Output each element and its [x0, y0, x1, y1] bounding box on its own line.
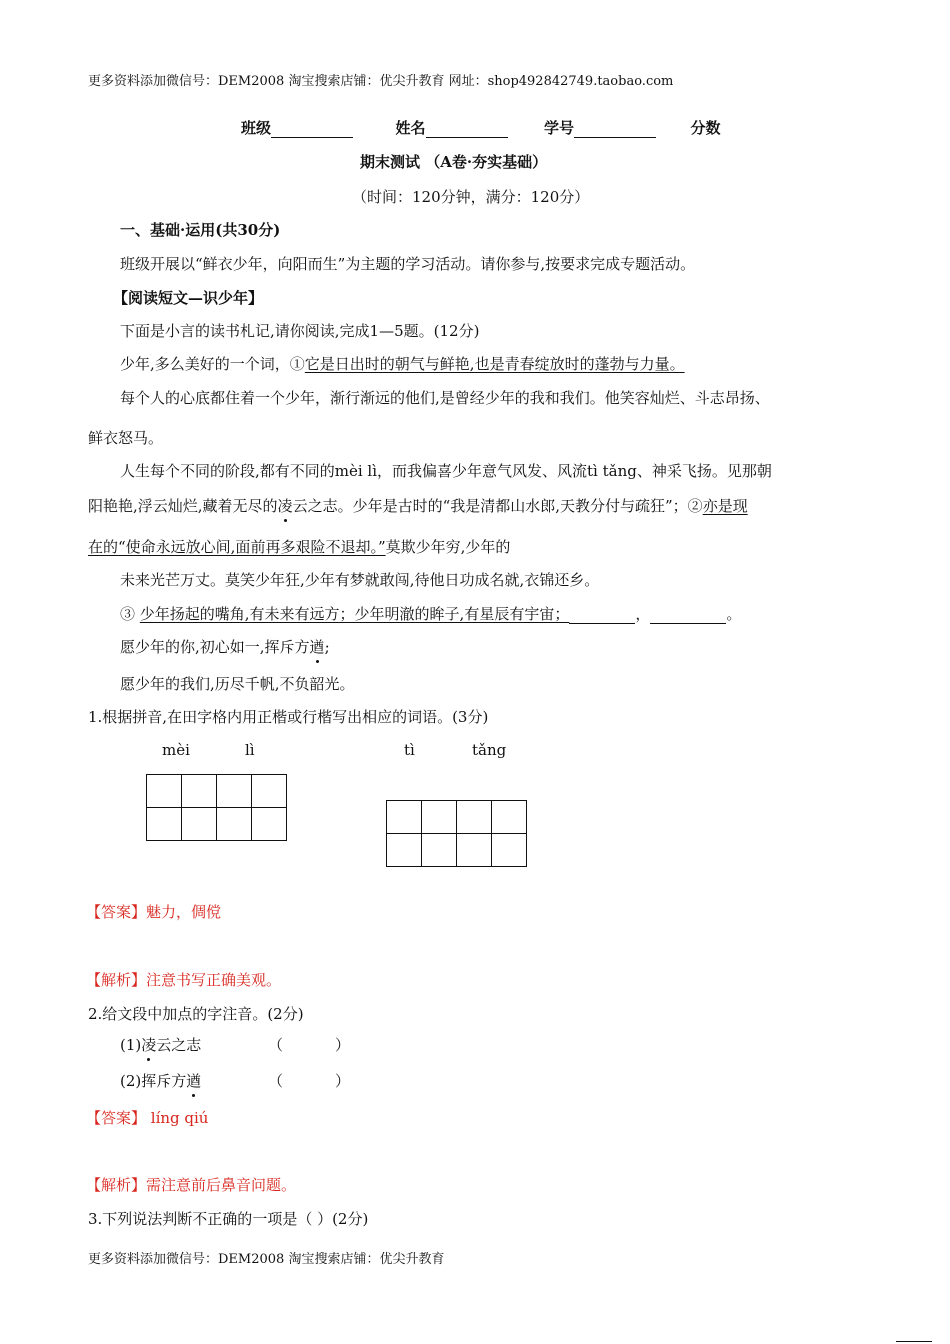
answer-paren-open-1: （ — [268, 1036, 284, 1054]
grid-cell[interactable] — [182, 808, 217, 841]
class-blank[interactable] — [271, 121, 353, 138]
grid-cell[interactable] — [422, 801, 457, 834]
p5-semicolon: ; — [324, 638, 330, 656]
answer-label: 【答案】 — [86, 903, 147, 921]
name-label: 姓名 — [395, 119, 426, 137]
paragraph-3-line-1: 人生每个不同的阶段,都有不同的mèi lì，而我偏喜少年意气风发、风流tì tǎng、神采飞扬。见那朝 — [120, 462, 772, 480]
grid-cell[interactable] — [217, 808, 252, 841]
p4-comma: ， — [635, 605, 651, 623]
name-blank[interactable] — [426, 121, 508, 138]
answer-2 — [86, 1107, 208, 1128]
number-label: 学号 — [543, 119, 574, 137]
p3-text-a: 阳艳艳,浮云灿烂,藏着无尽的 — [88, 497, 278, 515]
paragraph-1 — [120, 353, 685, 374]
p3-text-c: 莫欺少年穷,少年的 — [385, 538, 511, 556]
grid-cell[interactable] — [182, 775, 217, 808]
answer-paren-open-2: （ — [268, 1072, 284, 1090]
intro-paragraph: 班级开展以“鲜衣少年，向阳而生”为主题的学习活动。请你参与,按要求完成专题活动。 — [120, 255, 696, 273]
grid-cell[interactable] — [422, 834, 457, 867]
underlined-sentence-3: 少年扬起的嘴角,有未来有远方；少年明澈的眸子,有星辰有宇宙； — [139, 605, 570, 623]
paragraph-3-line-3 — [88, 536, 510, 557]
grid-cell[interactable] — [252, 775, 287, 808]
p3-text-b: 云之志。少年是古时的“我是清都山水郎,天教分付与疏狂”； — [292, 497, 688, 515]
circle-1: ① — [289, 355, 305, 373]
corner-rule — [896, 1341, 932, 1342]
exam-subtitle: （时间：120分钟，满分：120分） — [352, 188, 590, 206]
grid-cell[interactable] — [457, 801, 492, 834]
writing-grid-meili[interactable] — [146, 774, 287, 841]
question-2-item-1 — [120, 1034, 201, 1055]
reading-heading: 【阅读短文—识少年】 — [113, 289, 264, 307]
pinyin-ti: tì — [404, 741, 415, 759]
dotted-char-qiu: 遒 — [309, 638, 325, 656]
grid-cell[interactable] — [492, 801, 527, 834]
section-heading: 一、基础·运用(共30分) — [120, 221, 281, 239]
item-1-text: 云之志 — [156, 1036, 202, 1054]
answer-paren-close-2: ） — [335, 1072, 351, 1090]
number-blank[interactable] — [574, 121, 656, 138]
grid-cell[interactable] — [387, 801, 422, 834]
question-2: 2.给文段中加点的字注音。(2分) — [88, 1005, 304, 1023]
paragraph-6: 愿少年的我们,历尽千帆,不负韶光。 — [120, 675, 355, 693]
p1-text: 少年,多么美好的一个词， — [120, 355, 290, 373]
paragraph-2-line-1: 每个人的心底都住着一个少年，渐行渐远的他们,是曾经少年的我和我们。他笑容灿烂、斗志昂扬、 — [120, 389, 770, 407]
question-2-item-2 — [120, 1070, 201, 1091]
item-2-text: 挥斥方 — [141, 1072, 187, 1090]
analysis-1 — [86, 969, 281, 990]
pinyin-tang: tǎng — [472, 741, 507, 759]
dotted-char-qiu-q: 遒 — [186, 1072, 202, 1090]
underlined-sentence-2b: 在的“使命永远放心间,面前再多艰险不退却。” — [88, 538, 386, 556]
answer-1 — [86, 901, 221, 922]
fill-blank-2[interactable] — [650, 607, 726, 624]
p5-text: 愿少年的你,初心如一,挥斥方 — [120, 638, 310, 656]
analysis-2 — [86, 1174, 296, 1195]
analysis-label: 【解析】 — [86, 971, 147, 989]
answer-paren-close-1: ） — [335, 1036, 351, 1054]
pinyin-li: lì — [245, 741, 255, 759]
item-1-prefix: (1) — [120, 1036, 142, 1054]
writing-grid-titang[interactable] — [386, 800, 527, 867]
grid-cell[interactable] — [147, 808, 182, 841]
pinyin-mei: mèi — [162, 741, 190, 759]
grid-cell[interactable] — [457, 834, 492, 867]
analysis-text: 注意书写正确美观。 — [146, 971, 282, 989]
fill-blank-1[interactable] — [569, 607, 635, 624]
answer-label: 【答案】 — [86, 1109, 147, 1127]
p4-period: 。 — [726, 605, 742, 623]
paragraph-3-line-4: 未来光芒万丈。莫笑少年狂,少年有梦就敢闯,待他日功成名就,衣锦还乡。 — [120, 571, 600, 589]
exam-title: 期末测试 （A卷·夯实基础） — [360, 153, 548, 171]
page-header: 更多资料添加微信号：DEM2008 淘宝搜索店铺：优尖升教育 网址：shop492842749.taobao.com — [88, 74, 674, 89]
dotted-char-ling-q: 凌 — [141, 1036, 157, 1054]
question-3: 3.下列说法判断不正确的一项是（ ）(2分) — [88, 1210, 369, 1228]
analysis-text: 需注意前后鼻音问题。 — [146, 1176, 297, 1194]
class-label: 班级 — [241, 119, 272, 137]
grid-cell[interactable] — [252, 808, 287, 841]
paragraph-2-line-2: 鲜衣怒马。 — [88, 429, 164, 447]
grid-cell[interactable] — [492, 834, 527, 867]
score-label: 分数 — [690, 119, 721, 137]
answer-text: 魅力，倜傥 — [146, 903, 222, 921]
paragraph-3-line-2 — [88, 495, 748, 516]
underlined-sentence-1: 它是日出时的朝气与鲜艳,也是青春绽放时的蓬勃与力量。 — [304, 355, 685, 373]
circle-2: ② — [687, 497, 703, 515]
circle-3: ③ — [120, 605, 140, 623]
paragraph-5 — [120, 636, 330, 657]
analysis-label: 【解析】 — [86, 1176, 147, 1194]
grid-cell[interactable] — [217, 775, 252, 808]
question-1: 1.根据拼音,在田字格内用正楷或行楷写出相应的词语。(3分) — [88, 708, 489, 726]
reading-intro: 下面是小言的读书札记,请你阅读,完成1—5题。(12分) — [120, 322, 480, 340]
page-footer: 更多资料添加微信号：DEM2008 淘宝搜索店铺：优尖升教育 — [88, 1252, 445, 1267]
underlined-sentence-2a: 亦是现 — [702, 497, 748, 515]
paragraph-4 — [120, 603, 741, 624]
grid-cell[interactable] — [387, 834, 422, 867]
item-2-prefix: (2) — [120, 1072, 142, 1090]
dotted-char-ling: 凌 — [277, 497, 293, 515]
grid-cell[interactable] — [147, 775, 182, 808]
answer-text: líng qiú — [146, 1109, 209, 1127]
student-info-line — [241, 117, 720, 138]
